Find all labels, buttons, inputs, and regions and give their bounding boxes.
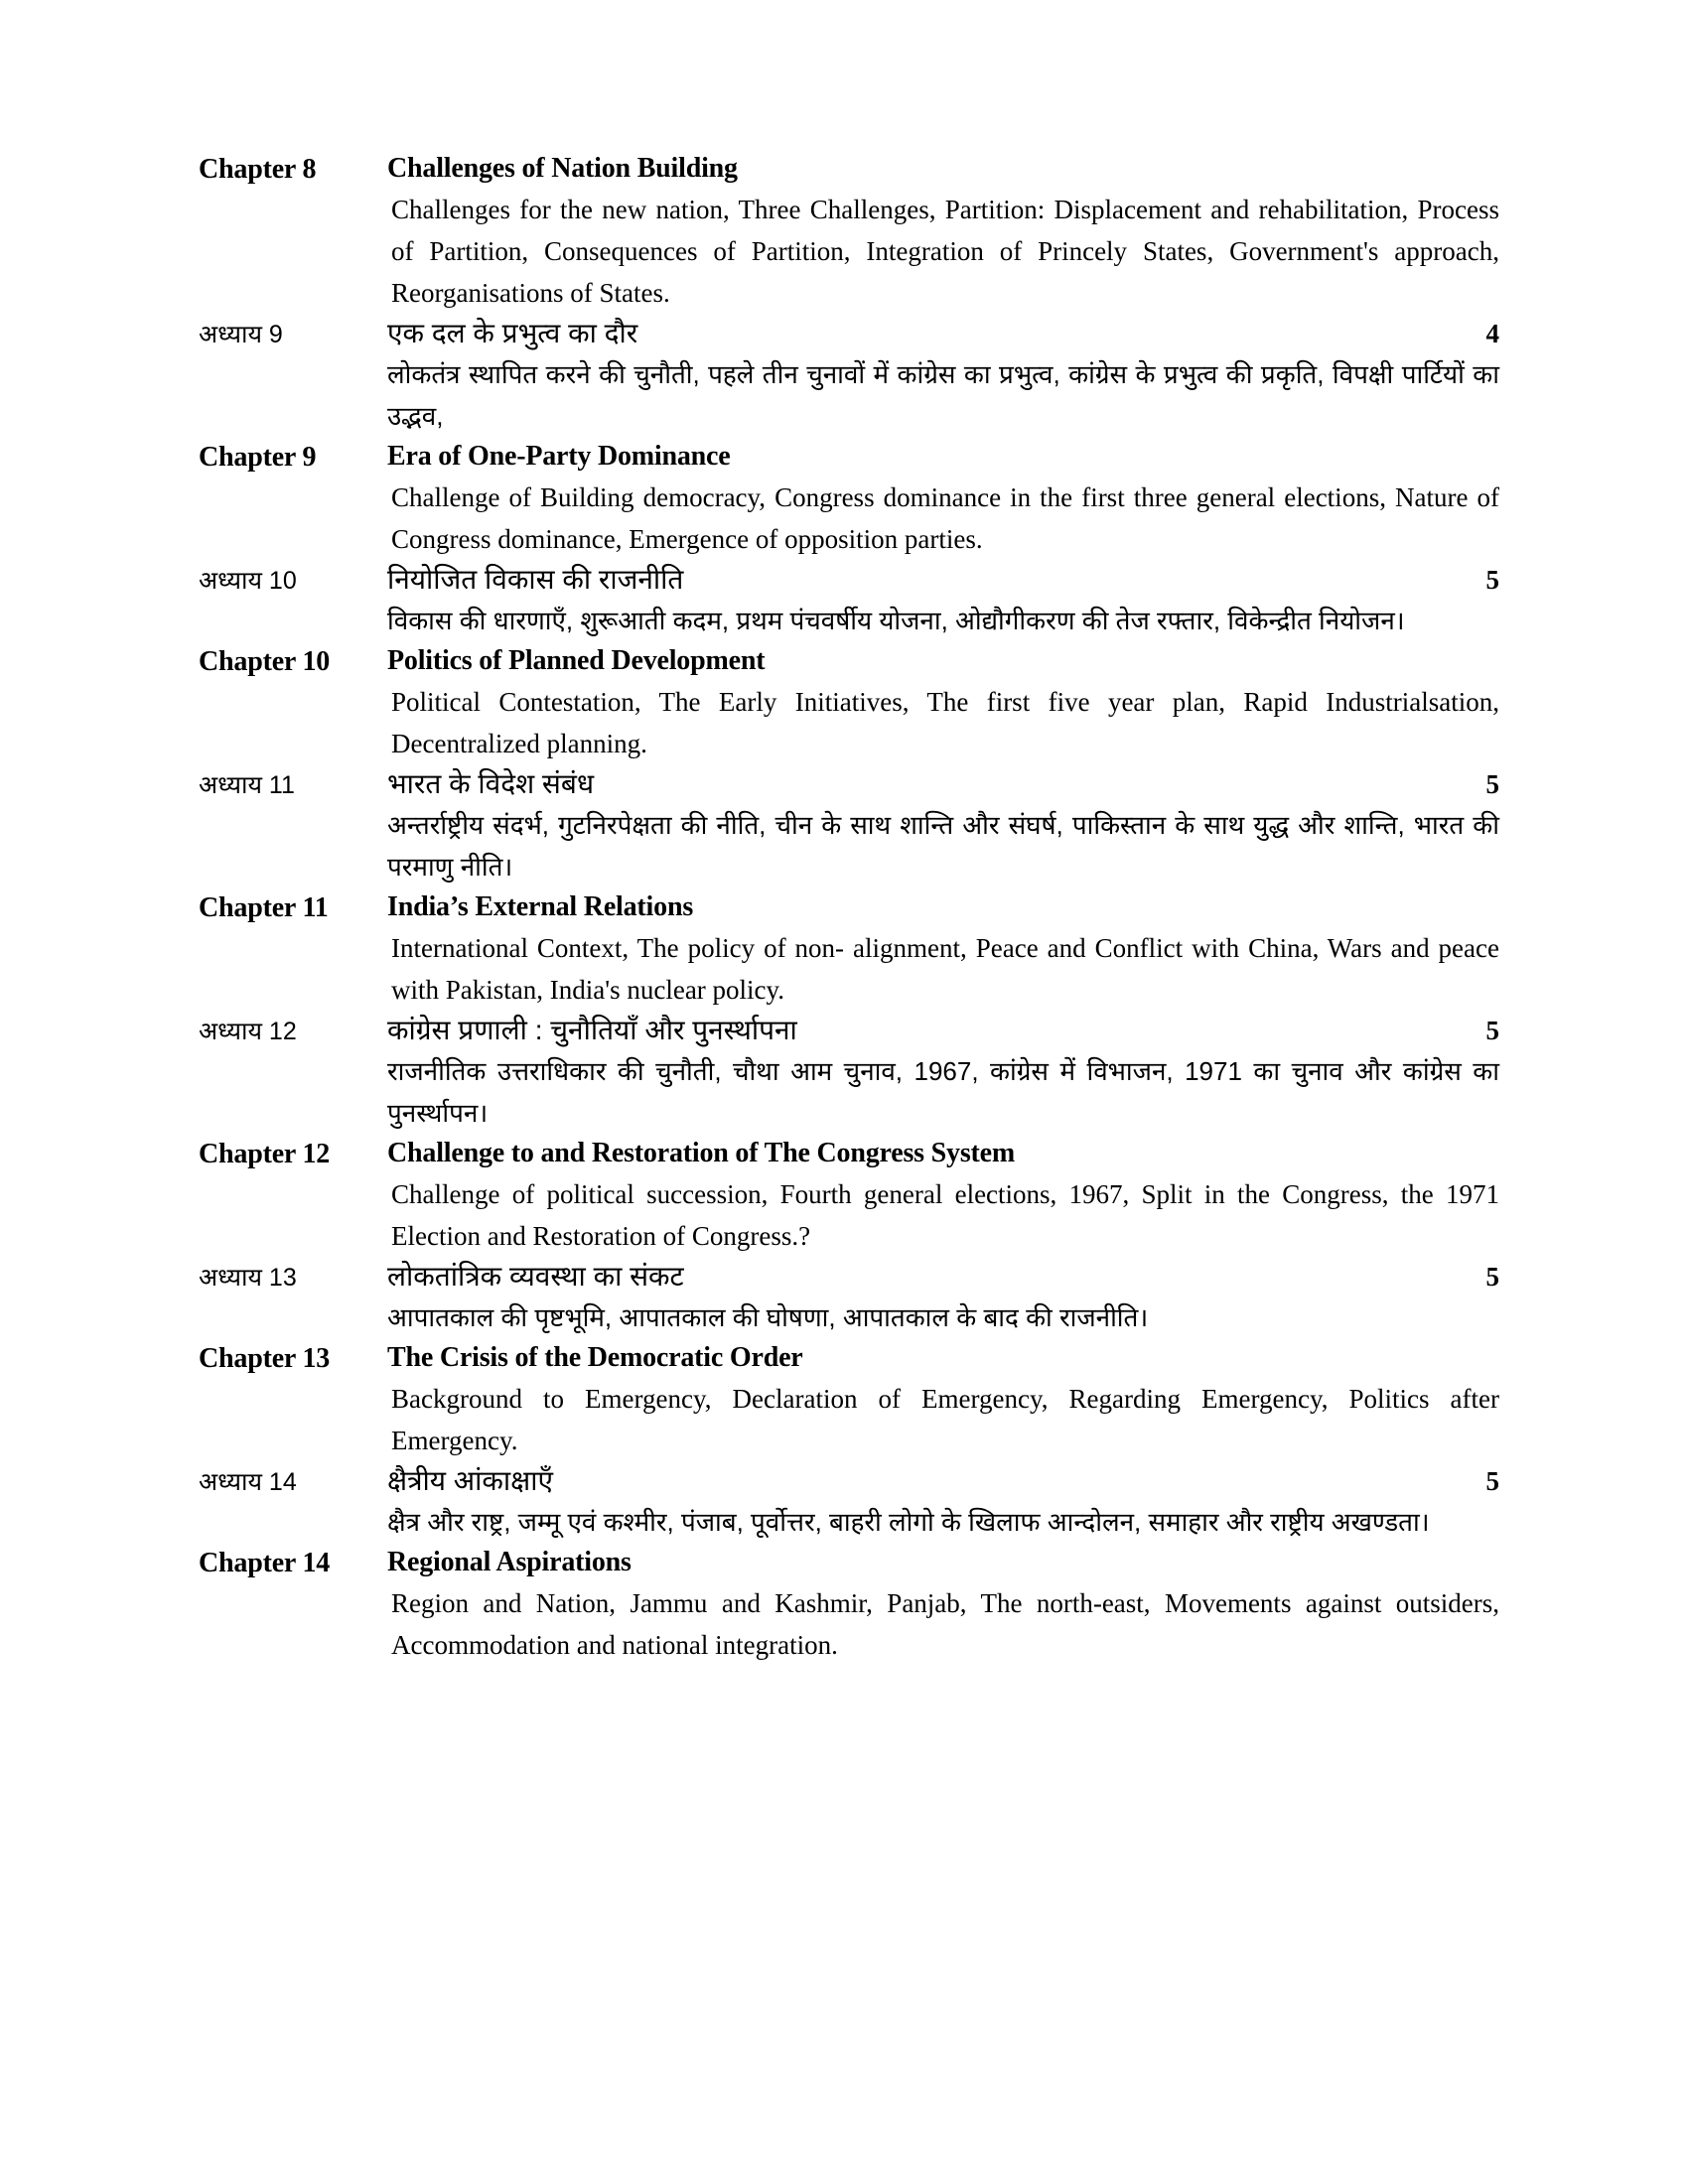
toc-entry-title-row [387, 887, 1499, 927]
toc-entry-title[interactable]: The Crisis of the Democratic Order [387, 1342, 803, 1373]
toc-entry-title[interactable]: India’s External Relations [387, 891, 694, 922]
toc-entry-description: लोकतंत्र स्थापित करने की चुनौती, पहले तीन चुनावों में कांग्रेस का प्रभुत्व, कांग्रेस के प्रभुत्व की प्रकृति, विपक्षी पार्टियों का उद्भव, [387, 359, 1499, 431]
toc-entry-body [387, 560, 1499, 641]
toc-entry-title-row [387, 314, 1499, 353]
toc-entry-title-row [387, 764, 1499, 804]
toc-entry-label: Chapter 8 [199, 154, 317, 185]
toc-entry-description: क्षैत्र और राष्ट्र, जम्मू एवं कश्मीर, पंजाब, पूर्वोत्तर, बाहरी लोगो के खिलाफ आन्दोलन, समाहार और राष्ट्रीय अखण्डता। [387, 1507, 1430, 1537]
toc-entry-title[interactable]: एक दल के प्रभुत्व का दौर [387, 318, 638, 348]
toc-entry-title-row [387, 641, 1499, 681]
toc-entry-label: Chapter 10 [199, 646, 331, 677]
toc-entry-page-number: 5 [1485, 1262, 1499, 1292]
toc-entry-label: Chapter 12 [199, 1139, 331, 1169]
toc-entry [199, 1338, 1499, 1461]
toc-entry [199, 1134, 1499, 1257]
toc-entry-title[interactable]: Regional Aspirations [387, 1547, 632, 1577]
toc-entry-body [387, 1011, 1499, 1134]
toc-entry-title-row [387, 1257, 1499, 1297]
toc-entry-label: अध्याय 12 [199, 1018, 297, 1045]
toc-entry-body [387, 1543, 1499, 1666]
toc-entry-page-number: 4 [1485, 319, 1499, 348]
toc-entry-description: अन्तर्राष्ट्रीय संदर्भ, गुटनिरपेक्षता की नीति, चीन के साथ शान्ति और संघर्ष, पाकिस्तान के साथ युद्ध और शान्ति, भारत की परमाणु नीति। [387, 810, 1499, 882]
toc-entry [199, 437, 1499, 560]
toc-entry-title[interactable]: Challenge to and Restoration of The Congress System [387, 1138, 1015, 1168]
toc-entry [199, 1257, 1499, 1338]
toc-entry-body [387, 1134, 1499, 1257]
toc-entry [199, 1461, 1499, 1543]
toc-entry-title-row [387, 1134, 1499, 1173]
toc-entry-title-row [387, 560, 1499, 600]
toc-entry-label: Chapter 11 [199, 892, 329, 923]
toc-entry-title-row [387, 437, 1499, 477]
toc-entry-label: अध्याय 13 [199, 1264, 297, 1292]
toc-entry-body [387, 1338, 1499, 1461]
toc-entry-description: विकास की धारणाएँ, शुरूआती कदम, प्रथम पंचवर्षीय योजना, ओद्यौगीकरण की तेज रफ्तार, विकेन्द्रीत नियोजन। [387, 606, 1405, 635]
toc-entry-label: Chapter 14 [199, 1548, 331, 1578]
toc-entry-page-number: 5 [1485, 565, 1499, 595]
toc-entry-title[interactable]: Challenges of Nation Building [387, 153, 738, 184]
toc-entry-description: Challenges for the new nation, Three Challenges, Partition: Displacement and rehabilitation, Process of Partition, Consequences of Partition, Integration of Princely States, Government's approach, Reorganisations of States. [391, 195, 1499, 308]
toc-entry [199, 1543, 1499, 1666]
toc-entry [199, 560, 1499, 641]
toc-entry-page-number: 5 [1485, 1016, 1499, 1045]
toc-entry-description: Background to Emergency, Declaration of Emergency, Regarding Emergency, Politics after Emergency. [391, 1384, 1499, 1455]
toc-entry-label: अध्याय 10 [199, 567, 297, 595]
toc-entry-body [387, 1461, 1499, 1543]
toc-entry-description: आपातकाल की पृष्टभूमि, आपातकाल की घोषणा, आपातकाल के बाद की राजनीति। [387, 1302, 1149, 1332]
toc-entry-title-row [387, 1461, 1499, 1501]
toc-entry-title-row [387, 1338, 1499, 1378]
toc-entry-body [387, 437, 1499, 560]
toc-entry-description: Political Contestation, The Early Initiatives, The first five year plan, Rapid Industrialsation, Decentralized planning. [391, 687, 1499, 758]
toc-entry [199, 314, 1499, 437]
toc-entry [199, 149, 1499, 314]
toc-entry [199, 887, 1499, 1011]
toc-entry-title[interactable]: भारत के विदेश संबंध [387, 768, 595, 799]
toc-entry-label: अध्याय 14 [199, 1468, 297, 1496]
toc-entry-title[interactable]: क्षैत्रीय आंकाक्षाएँ [387, 1465, 553, 1496]
toc-entry-body [387, 149, 1499, 314]
toc-entry-title[interactable]: Politics of Planned Development [387, 645, 766, 676]
toc-entry-label: Chapter 13 [199, 1343, 331, 1374]
toc-entry-body [387, 764, 1499, 887]
toc-entry-label: अध्याय 11 [199, 771, 295, 799]
toc-entry [199, 1011, 1499, 1134]
toc-entry-title[interactable]: कांग्रेस प्रणाली : चुनौतियाँ और पुनर्स्थापना [387, 1015, 797, 1045]
toc-entry-page-number: 5 [1485, 769, 1499, 799]
toc-entry-title[interactable]: Era of One-Party Dominance [387, 441, 731, 472]
toc-entry-page-number: 5 [1485, 1466, 1499, 1496]
toc-entry-title-row [387, 149, 1499, 189]
toc-entry-label: Chapter 9 [199, 442, 317, 473]
toc-entry-description: Challenge of political succession, Fourth general elections, 1967, Split in the Congress, the 1971 Election and Restoration of Congress.? [391, 1179, 1499, 1251]
toc-entry-body [387, 887, 1499, 1011]
toc-entry-body [387, 314, 1499, 437]
table-of-contents [199, 149, 1499, 1666]
toc-entry-title[interactable]: नियोजित विकास की राजनीति [387, 564, 684, 595]
toc-entry-description: Challenge of Building democracy, Congress dominance in the first three general elections, Nature of Congress dominance, Emergence of opposition parties. [391, 482, 1499, 554]
toc-entry [199, 641, 1499, 764]
toc-entry-title-row [387, 1011, 1499, 1050]
toc-entry-title[interactable]: लोकतांत्रिक व्यवस्था का संकट [387, 1261, 684, 1292]
toc-entry-body [387, 641, 1499, 764]
toc-entry-description: Region and Nation, Jammu and Kashmir, Panjab, The north-east, Movements against outsiders, Accommodation and national integration. [391, 1588, 1499, 1660]
toc-entry-label: अध्याय 9 [199, 321, 283, 348]
toc-entry [199, 764, 1499, 887]
toc-entry-title-row [387, 1543, 1499, 1582]
toc-entry-body [387, 1257, 1499, 1338]
toc-entry-description: International Context, The policy of non- alignment, Peace and Conflict with China, Wars and peace with Pakistan, India's nuclear policy. [391, 933, 1499, 1005]
toc-entry-description: राजनीतिक उत्तराधिकार की चुनौती, चौथा आम चुनाव, 1967, कांग्रेस में विभाजन, 1971 का चुनाव और कांग्रेस का पुनर्स्थापन। [387, 1056, 1499, 1128]
